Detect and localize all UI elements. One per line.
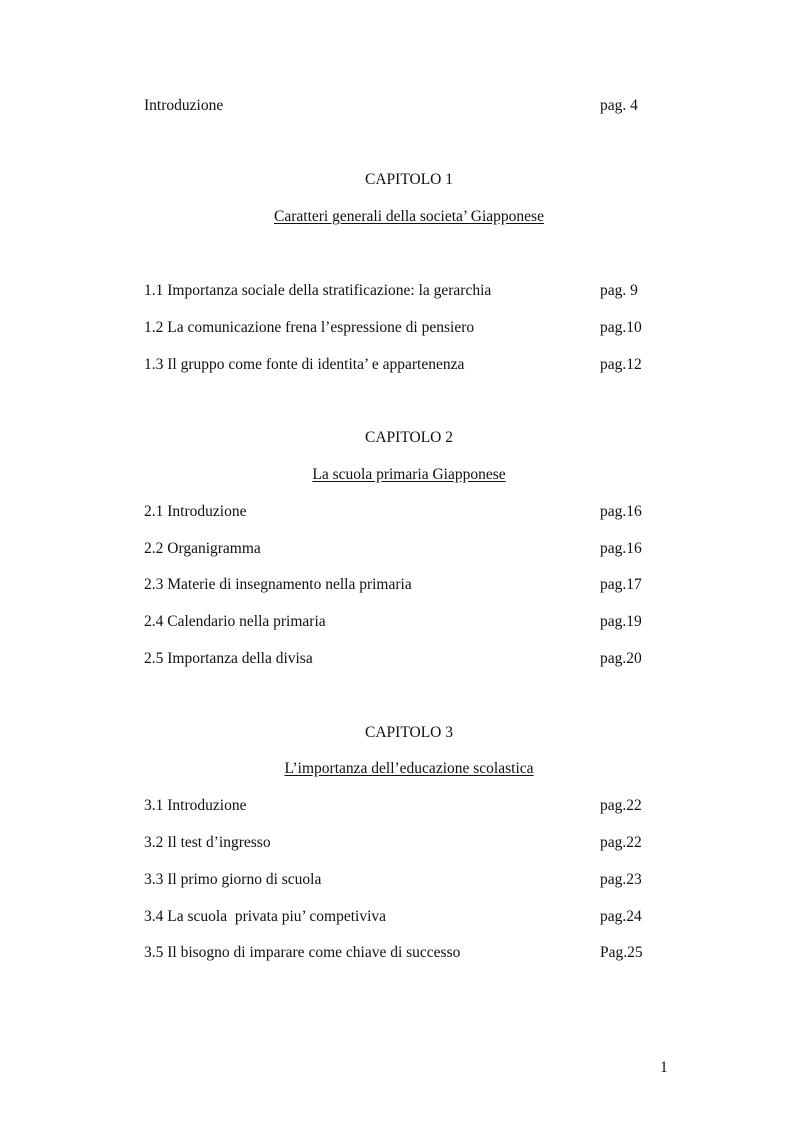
toc-entry <box>144 502 644 522</box>
chapter-title-text: Caratteri generali della societa’ Giapponese <box>274 208 544 225</box>
toc-entry <box>144 281 644 301</box>
toc-entry <box>144 575 644 595</box>
toc-entry <box>144 907 644 927</box>
toc-entry-page: pag.22 <box>600 834 642 851</box>
toc-entry-label: 3.5 Il bisogno di imparare come chiave di successo <box>144 944 461 961</box>
toc-entry <box>144 796 644 816</box>
toc-entry <box>144 943 644 963</box>
chapter-title-text: L’importanza dell’educazione scolastica <box>284 760 534 777</box>
toc-entry-label: 1.2 La comunicazione frena l’espressione di pensiero <box>144 319 475 336</box>
toc-entry-label: Introduzione <box>144 97 224 114</box>
chapter-title <box>144 759 674 779</box>
toc-entry <box>144 870 644 890</box>
toc-entry-label: 2.2 Organigramma <box>144 540 261 557</box>
toc-entry <box>144 355 644 375</box>
toc-entry <box>144 833 644 853</box>
chapter-title <box>144 465 674 485</box>
chapter-heading: CAPITOLO 1 <box>365 171 453 188</box>
toc-entry-page: pag.16 <box>600 503 642 520</box>
toc-entry <box>144 649 644 669</box>
toc-entry-page: pag.16 <box>600 540 642 557</box>
toc-entry-label: 3.4 La scuola privata piu’ competiviva <box>144 908 387 925</box>
toc-entry-label: 2.5 Importanza della divisa <box>144 650 313 667</box>
toc-entry-label: 3.1 Introduzione <box>144 797 247 814</box>
toc-entry-page: pag.22 <box>600 797 642 814</box>
toc-entry-page: pag.10 <box>600 319 642 336</box>
toc-entry <box>144 318 644 338</box>
chapter-title <box>144 207 674 227</box>
toc-entry-label: 1.1 Importanza sociale della stratificazione: la gerarchia <box>144 282 492 299</box>
chapter-heading: CAPITOLO 3 <box>365 724 453 741</box>
toc-entry-label: 2.3 Materie di insegnamento nella primaria <box>144 576 412 593</box>
toc-entry <box>144 539 644 559</box>
toc-entry-page: pag.24 <box>600 908 642 925</box>
toc-entry-page: pag.19 <box>600 613 642 630</box>
toc-entry <box>144 612 644 632</box>
toc-entry-label: 3.3 Il primo giorno di scuola <box>144 871 322 888</box>
chapter-title-text: La scuola primaria Giapponese <box>312 466 506 483</box>
toc-entry-page: pag.12 <box>600 356 642 373</box>
toc-entry-page: pag.23 <box>600 871 642 888</box>
page-number: 1 <box>660 1059 668 1076</box>
toc-entry-label: 1.3 Il gruppo come fonte di identita’ e appartenenza <box>144 356 465 373</box>
chapter-heading: CAPITOLO 2 <box>365 429 453 446</box>
toc-entry-page: pag. 9 <box>600 282 638 299</box>
toc-entry-page: pag.20 <box>600 650 642 667</box>
toc-entry-label: 3.2 Il test d’ingresso <box>144 834 271 851</box>
toc-entry-intro <box>144 96 644 116</box>
toc-entry-page: pag. 4 <box>600 97 638 114</box>
toc-entry-page: Pag.25 <box>600 944 643 961</box>
toc-entry-label: 2.4 Calendario nella primaria <box>144 613 326 630</box>
toc-entry-label: 2.1 Introduzione <box>144 503 247 520</box>
toc-entry-page: pag.17 <box>600 576 642 593</box>
